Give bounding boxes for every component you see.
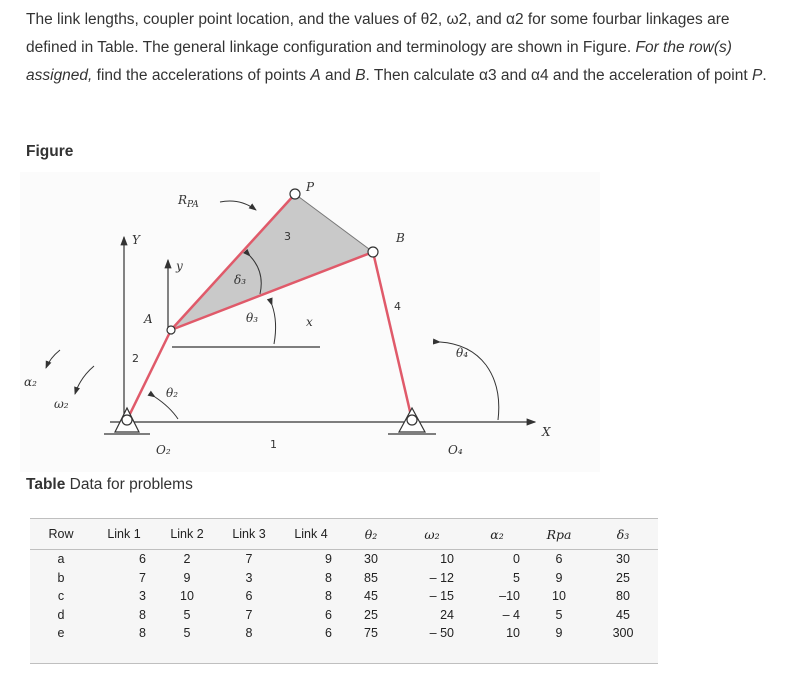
figure-heading: Figure bbox=[26, 143, 74, 160]
problem-point-b: B bbox=[355, 67, 366, 84]
cell: – 12 bbox=[429, 570, 454, 585]
problem-statement bbox=[26, 6, 776, 90]
table-heading-rest: Data for problems bbox=[65, 476, 193, 493]
pin-b bbox=[368, 247, 378, 257]
cell: 2 bbox=[183, 552, 191, 567]
label-link2: 2 bbox=[132, 352, 139, 365]
label-delta3: δ₃ bbox=[234, 273, 247, 287]
table-row bbox=[30, 587, 658, 606]
cell: 10 bbox=[506, 626, 520, 641]
col-link2: Link 2 bbox=[156, 519, 218, 550]
cell: 5 bbox=[183, 607, 191, 622]
label-x: x bbox=[306, 315, 313, 329]
table-heading bbox=[26, 476, 193, 494]
label-O4: O₄ bbox=[448, 443, 463, 457]
linkage-diagram bbox=[20, 172, 600, 472]
label-theta2: θ₂ bbox=[166, 386, 179, 400]
cell: 24 bbox=[440, 607, 454, 622]
cell: 30 bbox=[616, 552, 630, 567]
cell: 9 bbox=[555, 626, 563, 641]
point-p-marker bbox=[290, 189, 300, 199]
cell: 9 bbox=[325, 552, 332, 567]
cell: – 4 bbox=[502, 607, 520, 622]
table-heading-bold: Table bbox=[26, 476, 66, 493]
cell: 45 bbox=[364, 589, 378, 604]
cell: 5 bbox=[513, 570, 520, 585]
cell: 3 bbox=[245, 570, 253, 585]
col-alpha2: α₂ bbox=[464, 519, 530, 550]
cell: 5 bbox=[183, 626, 191, 641]
label-link4: 4 bbox=[394, 300, 401, 313]
fourbar-figure bbox=[20, 172, 600, 472]
cell: 6 bbox=[245, 589, 253, 604]
col-delta3: δ₃ bbox=[588, 519, 658, 550]
problem-point-a: A bbox=[310, 67, 321, 84]
cell: 6 bbox=[325, 626, 332, 641]
label-link1: 1 bbox=[270, 438, 277, 451]
cell: e bbox=[57, 626, 65, 641]
cell: 6 bbox=[139, 552, 146, 567]
cell: 5 bbox=[555, 607, 563, 622]
cell: b bbox=[57, 570, 65, 585]
cell: 8 bbox=[139, 607, 146, 622]
label-omega2: ω₂ bbox=[54, 397, 69, 411]
cell: d bbox=[57, 607, 65, 622]
problem-text-1: The link lengths, coupler point location, and the values of θ2, ω2, and α2 for some fourbar linkages are defined in Table. The general linkage configuration and terminology are shown in Figure. bbox=[26, 11, 730, 56]
col-rpa: Rpa bbox=[530, 519, 588, 550]
cell: 30 bbox=[364, 552, 378, 567]
cell: 6 bbox=[555, 552, 563, 567]
col-omega2: ω₂ bbox=[400, 519, 464, 550]
table-row bbox=[30, 569, 658, 588]
label-P: P bbox=[306, 180, 315, 194]
table-row bbox=[30, 624, 658, 643]
problem-text-2: find the accelerations of points bbox=[92, 67, 311, 84]
cell: 7 bbox=[245, 552, 253, 567]
cell: 0 bbox=[513, 552, 520, 567]
cell: 8 bbox=[325, 570, 332, 585]
cell: 25 bbox=[364, 607, 378, 622]
cell: 8 bbox=[245, 626, 253, 641]
problem-and: and bbox=[320, 67, 356, 84]
cell: 25 bbox=[616, 570, 630, 585]
cell: 7 bbox=[139, 570, 146, 585]
cell: 7 bbox=[245, 607, 253, 622]
label-A: A bbox=[144, 312, 153, 326]
table-row bbox=[30, 606, 658, 625]
label-X: X bbox=[542, 425, 551, 439]
cell: 10 bbox=[552, 589, 566, 604]
label-RPA: $R_{PA}$ bbox=[178, 193, 199, 210]
label-B: B bbox=[396, 231, 405, 245]
cell: 300 bbox=[612, 626, 634, 641]
cell: 85 bbox=[364, 570, 378, 585]
cell: 8 bbox=[325, 589, 332, 604]
cell: 75 bbox=[364, 626, 378, 641]
cell: a bbox=[57, 552, 65, 567]
pin-a bbox=[167, 326, 175, 334]
label-link3: 3 bbox=[284, 230, 291, 243]
label-Y: Y bbox=[132, 233, 140, 247]
problem-text-3: . Then calculate α3 and α4 and the acceleration of point bbox=[365, 67, 752, 84]
cell: c bbox=[57, 589, 65, 604]
label-y: y bbox=[176, 259, 183, 273]
table-header-row bbox=[30, 519, 658, 550]
cell: 6 bbox=[325, 607, 332, 622]
label-theta4: θ₄ bbox=[456, 346, 469, 360]
col-theta2: θ₂ bbox=[342, 519, 400, 550]
cell: 10 bbox=[180, 589, 194, 604]
cell: – 50 bbox=[429, 626, 454, 641]
col-link3: Link 3 bbox=[218, 519, 280, 550]
col-link1: Link 1 bbox=[92, 519, 156, 550]
cell: 9 bbox=[555, 570, 563, 585]
label-O2: O₂ bbox=[156, 443, 171, 457]
col-link4: Link 4 bbox=[280, 519, 342, 550]
cell: 45 bbox=[616, 607, 630, 622]
problem-point-p: P bbox=[751, 67, 763, 84]
problem-period: . bbox=[762, 67, 767, 84]
table-row bbox=[30, 550, 658, 569]
cell: 80 bbox=[616, 589, 630, 604]
problem-emphasis: For the row(s) assigned, bbox=[26, 39, 732, 84]
cell: 10 bbox=[440, 552, 454, 567]
col-row: Row bbox=[30, 519, 92, 550]
cell: 3 bbox=[139, 589, 146, 604]
cell: 8 bbox=[139, 626, 146, 641]
data-table bbox=[30, 518, 658, 664]
cell: 9 bbox=[183, 570, 191, 585]
cell: –10 bbox=[499, 589, 520, 604]
label-theta3: θ₃ bbox=[246, 311, 259, 325]
label-alpha2: α₂ bbox=[24, 375, 37, 389]
cell: – 15 bbox=[429, 589, 454, 604]
